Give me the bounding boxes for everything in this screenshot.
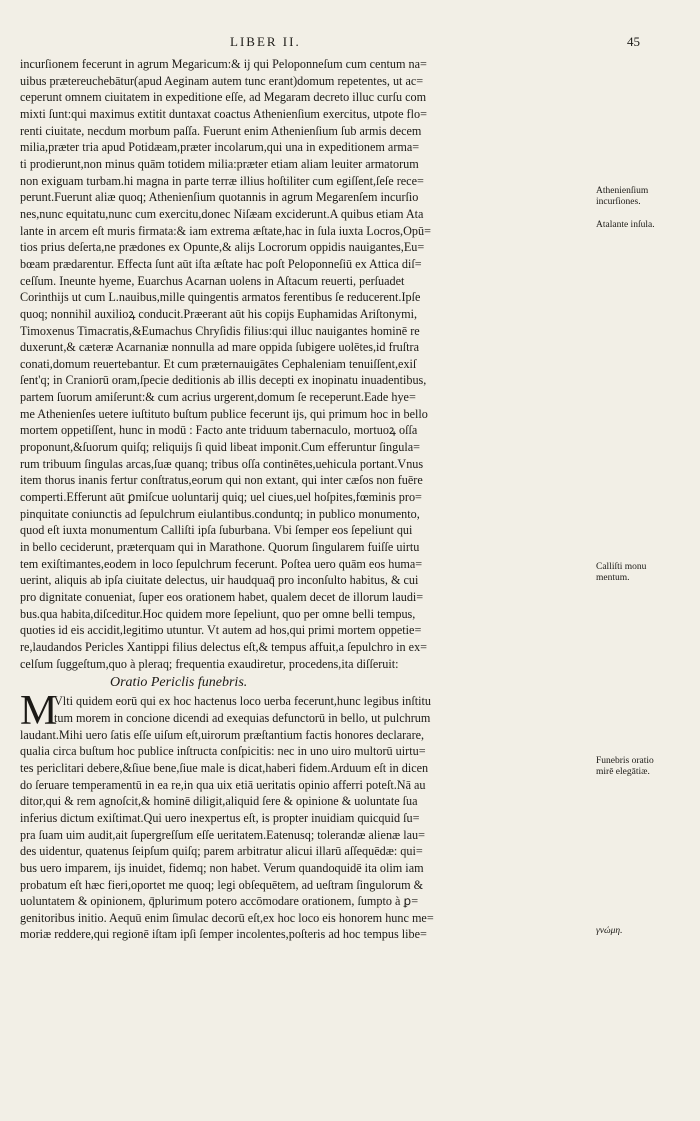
margin-note-atalante xyxy=(596,220,696,231)
running-head: LIBER II. xyxy=(230,34,301,49)
text-line: tios prius deſerta,ne prædones ex Opunte,& alijs Locrorum oppidis nauigantes,Eu= xyxy=(20,240,425,255)
page-header xyxy=(0,34,700,54)
drop-initial: M xyxy=(20,688,58,735)
text-line: me Athenienſes uetere iuſtituto buſtum publice fecerunt ijs, qui primum hoc in bello xyxy=(20,406,428,421)
text-line: bœam prædarentur. Effecta ſunt aūt iſta æſtate hac poſt Peloponneſiū ex Attica diſ= xyxy=(20,256,422,271)
text-line: inferius dictum exiſtimat.Qui uero inexpertus eſt, is propter inuidiam quicquid ſu= xyxy=(20,810,420,825)
margin-note-line: Athenienſium xyxy=(596,186,649,196)
margin-note-line: mentum. xyxy=(596,573,630,583)
text-line: quoq; nonnihil auxilioꝝ conducit.Præerant aūt his copijs Euphamidas Ariſtonymi, xyxy=(20,306,418,321)
text-line: do ſeruare temperamentū in ea re,in qua uix etiā ueritatis opinio afferri poteſt.Nā au xyxy=(20,777,426,792)
text-line: celſum ſuggeſtum,quo à pleraq; frequentia exaudiretur, procedens,ita diſſeruit: xyxy=(20,656,399,671)
text-line: tum morem in concione dicendi ad exequias defunctorū in bello, ut pulchrum xyxy=(54,710,431,725)
text-block-before xyxy=(20,56,588,672)
text-line: pinquitate coniunctis ad ſepulchrum eiulantibus.conduntq; in publico monumento, xyxy=(20,506,420,521)
text-line: laudant.Mihi uero ſatis eſſe uiſum eſt,uirorum præſtantium factis honores declarare, xyxy=(20,727,425,742)
text-line: bus uero imparem, ijs inuidet, fidemq; non habet. Verum quandoquidē ita olim iam xyxy=(20,860,424,875)
margin-note-line: mirē elegātiæ. xyxy=(596,767,650,777)
text-line: probatum eſt hæc fieri,oportet me quoq; legi obſequētem, ad ueſtram ſingulorum & xyxy=(20,877,424,892)
margin-note-greek xyxy=(596,926,696,937)
text-line: bus.qua habita,diſceditur.Hoc quidem more ſepeliunt, quo per omne belli tempus, xyxy=(20,606,416,621)
text-block-after xyxy=(20,727,588,944)
text-line: mortem oppetiſſent, hunc in modū : Facto ante triduum tabernaculo, mortuoꝝ oſſa xyxy=(20,423,418,438)
text-line: lante in arcem eſt muris firmata:& iam extrema æſtate,hac in ſula iuxta Locros,Opū= xyxy=(20,223,431,238)
speech-title: Oratio Periclis funebris. xyxy=(110,675,248,691)
text-line: renti ciuitate, necdum morbum paſſa. Fuerunt enim Athenienſium ſub armis decem xyxy=(20,123,422,138)
text-line: ditor,qui & rem agnoſcit,& hominē diligit,aliquid ſere & opinione & uoluntate ſua xyxy=(20,794,418,809)
margin-note-line: incurſiones. xyxy=(596,197,641,207)
text-line: re,laudandos Pericles Xantippi filius delectus eſt,& tempus affuit,a ſepulchro in ex= xyxy=(20,639,428,654)
text-line: tes periclitari debere,&ſiue bene,ſiue male is dicat,haberi fidem.Arduum eſt in dicen xyxy=(20,760,429,775)
text-line: des uidentur, quatenus ſeipſum quiſq; parem arbitratur alicui illarū aſſequēdæ: qui= xyxy=(20,844,423,859)
text-line: Timoxenus Timacratis,&Eumachus Chryſidis filius:qui illuc nauigantes hominē re xyxy=(20,323,420,338)
margin-note-funebris xyxy=(596,756,696,778)
text-line: quoties id eis accidit,legitimo utuntur. Vt autem ad hos,qui primi mortem oppetie= xyxy=(20,623,422,638)
text-line: ſent'q; in Craniorū oram,ſpecie deditionis ab illis decepti ex inopinatu inuadentibus, xyxy=(20,373,427,388)
margin-note-callisti xyxy=(596,562,696,584)
text-line: pra ſuam uim audit,ait ſupergreſſum eſſe ueritatem.Eatenusq; tolerandæ alienæ lau= xyxy=(20,827,425,842)
text-line: non exiguam turbam.hi magna in parte terræ illius hoſtiliter cum egiſſent,ſeſe rece= xyxy=(20,173,424,188)
text-line: quod eſt iuxta monumentum Calliſti ipſa ſuburbana. Vbi ſemper eos ſepeliunt qui xyxy=(20,523,413,538)
margin-note-athenienses xyxy=(596,186,696,208)
text-line: comperti.Efferunt aūt ꝑmiſcue uoluntarij quiq; uel ciues,uel hoſpites,fœminis pro= xyxy=(20,490,422,505)
text-line: pro dignitate conueniat, ſuper eos orationem habet, qualem decet de illorum laudi= xyxy=(20,590,424,604)
text-line: mixti ſunt:qui maximus extitit duntaxat coactus Athenienſium exercitus, utpote flo= xyxy=(20,106,427,121)
text-line: incurſionem fecerunt in agrum Megaricum:& ij qui Peloponneſum cum centum na= xyxy=(20,57,427,71)
text-line: ti prodierunt,non minus quām totidem milia:præter etiam aliam leuiter armatorum xyxy=(20,156,419,171)
text-line: ceperunt omnem ciuitatem in expeditione eſſe, ad Megaram decreto illuc curſu com xyxy=(20,90,427,105)
text-line: proponunt,&ſuorum quiſq; reliquijs ſi quid libeat imponit.Cum efferuntur ſingula= xyxy=(20,440,420,455)
margin-note-line: γνώμη. xyxy=(596,926,623,936)
margin-note-line: Funebris oratio xyxy=(596,756,654,766)
text-line: genitoribus initio. Aequū enim ſimulac decorū eſt,ex hoc loco eis honorem hunc me= xyxy=(20,910,434,925)
text-line: ceſſum. Ineunte hyeme, Euarchus Acarnan uolens in Aſtacum reuerti, perſuadet xyxy=(20,273,405,288)
text-line: Corinthijs ut cum L.nauibus,mille quingentis armatos ferentibus ſe reducerent.Ipſe xyxy=(20,290,421,305)
margin-note-line: Calliſti monu xyxy=(596,562,647,572)
main-text xyxy=(20,56,588,943)
margin-note-line: Atalante inſula. xyxy=(596,220,655,230)
text-line: milia,præter tria apud Potidæam,præter incolarum,qui una in expeditionem arma= xyxy=(20,140,420,155)
text-line: moriæ reddere,qui regionē iſtam ipſi ſemper incolentes,poſteris ad hoc tempus libe= xyxy=(20,927,427,942)
text-line: uerint, aliquis ab ipſa ciuitate delectus, uir haudquaq̄ pro inconſulto habitus, & cui xyxy=(20,573,419,588)
text-line: conati,domum reuertebantur. Et cum præternauigātes Cephaleniam tenuiſſent,exiſ xyxy=(20,356,417,371)
page-number: 45 xyxy=(627,34,640,49)
text-line: partem ſuorum amiſerunt:& cum acrius urgerent,domum ſe receperunt.Eade hye= xyxy=(20,390,416,405)
text-line: qualia circa buſtum hoc publice inſtructa conſpicitis: nec in uno uiro multorū uirtu= xyxy=(20,744,426,759)
text-line: in bello ceciderunt, præterquam qui in Marathone. Quorum ſingularem fuiſſe uirtu xyxy=(20,540,420,555)
text-line: Vlti quidem eorū qui ex hoc hactenus loco uerba fecerunt,hunc legibus inſtitu xyxy=(54,694,432,709)
text-line: uibus prætereuchebātur(apud Aeginam autem tunc erant)domum repetentes, ut ac= xyxy=(20,73,424,88)
text-line: nes,nunc equitatu,nunc cum exercitu,donec Niſæam exciderunt.A quibus etiam Ata xyxy=(20,206,424,221)
text-line: tem exiſtimantes,eodem in loco ſepulchrum fecerunt. Poſtea uero quām eos huma= xyxy=(20,556,423,571)
text-line: uoluntatem & opinionem, q̄plurimum potero accōmodare orationem, ſumpto à ꝑ= xyxy=(20,894,419,909)
text-line: item thorus inanis fertur conſtratus,eorum qui non extant, qui inter cæſos non fuēre xyxy=(20,473,423,488)
text-line: perunt.Fuerunt aliæ quoq; Athenienſium quotannis in agrum Megarenſem incurſio xyxy=(20,190,419,205)
text-line: rum tribuum ſingulas arcas,ſuæ quanq; tribus oſſa continētes,uehicula portant.Vnus xyxy=(20,456,424,471)
text-line: duxerunt,& cæteræ Acarnaniæ nonnulla ad mare oppida ſubigere uolētes,id fruſtra xyxy=(20,340,420,355)
